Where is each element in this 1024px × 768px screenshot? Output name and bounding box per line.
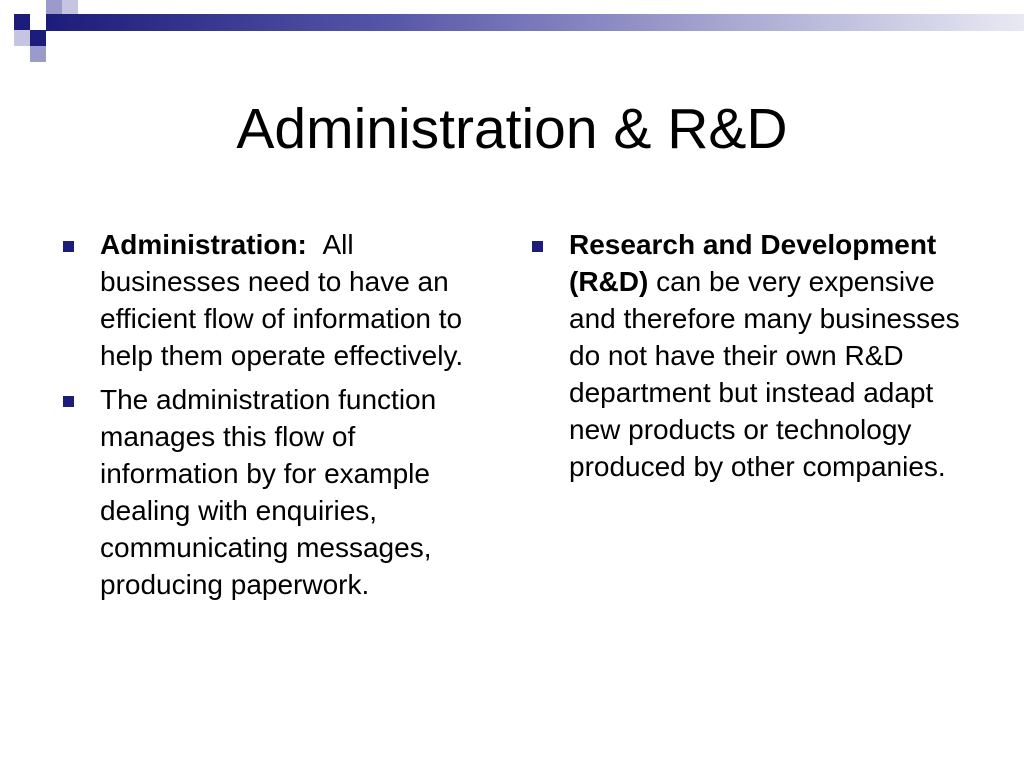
list-item-research-development [531, 226, 971, 485]
square-bullet-icon [63, 396, 74, 407]
item-lead-text: Research and Development (R&D) [569, 229, 937, 297]
deco-square [14, 30, 30, 46]
left-column-list [62, 226, 494, 610]
item-body-text: can be very expensive and therefore many businesses do not have their own R&D department but instead adapt new products or technology produced by other companies. [569, 266, 960, 482]
deco-square [46, 0, 62, 14]
list-item-administration-function [62, 381, 494, 603]
header-decoration [0, 0, 1024, 70]
square-bullet-icon [63, 241, 74, 252]
right-column-list [531, 226, 971, 492]
deco-square [14, 14, 30, 30]
item-body-text: All businesses need to have an efficient flow of information to help them operate effectively. [100, 229, 464, 371]
deco-square [30, 30, 46, 46]
square-bullet-icon [532, 241, 543, 252]
list-item-administration [62, 226, 494, 374]
slide-title: Administration & R&D [236, 97, 788, 161]
header-gradient-bar [46, 14, 1024, 31]
deco-square [62, 0, 78, 14]
deco-square [30, 46, 46, 62]
item-body-text: The administration function manages this flow of information by for example dealing with enquiries, communicating messages, producing paperwork. [100, 384, 437, 600]
item-lead-text: Administration: [100, 229, 307, 260]
